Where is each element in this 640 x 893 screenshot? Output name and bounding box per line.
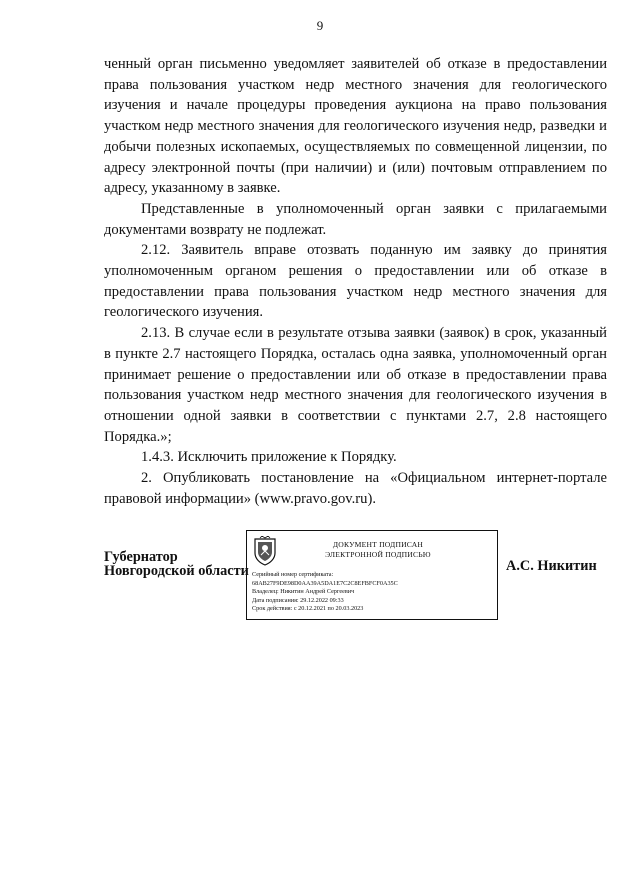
paragraph-applications-not-returned: Представленные в уполномоченный орган заявки с прилагаемыми документами возврату не подлежат. [104, 200, 607, 238]
signature-block [104, 530, 624, 630]
signer-title-line1: Губернатор [104, 549, 178, 565]
paragraph-1-4-3: 1.4.3. Исключить приложение к Порядку. [141, 449, 397, 466]
paragraph-continuation: ченный орган письменно уведомляет заявителей об отказе в предоставлении права пользования участком недр местного значения для геологического изучения и начале процедуры проведения аукциона на право пользования участком недр местного значения для геологического изучения недр, разведки и добычи полезных ископаемых, осуществляемых по совмещенной лицензии, по адресу электронной почты (при наличии) и (или) почтовым отправлением по адресу, указанному в заявке. [104, 56, 607, 197]
paragraph-2-13: 2.13. В случае если в результате отзыва заявки (заявок) в срок, указанный в пункте 2.7 настоящего Порядка, осталась одна заявка, уполномоченный орган принимает решение о предоставлении или об отказе в предоставлении права пользования участком недр местного значения для геологического изучения в отношении одной заявки в соответствии с пунктами 2.7, 2.8 настоящего Порядка.»; [104, 325, 607, 445]
stamp-details [252, 571, 398, 614]
stamp-validity: Срок действия: с 20.12.2021 по 20.03.2023 [252, 605, 364, 613]
paragraph-publish: 2. Опубликовать постановление на «Официальном интернет-портале правовой информации» (www.pravo.gov.ru). [104, 470, 607, 507]
stamp-heading-line1: ДОКУМЕНТ ПОДПИСАН [332, 540, 424, 549]
signer-name: А.С. Никитин [506, 558, 597, 574]
signer-title [104, 550, 249, 578]
signer-title-line2: Новгородской области [104, 563, 249, 579]
stamp-cert-label: Серийный номер сертификата: [252, 571, 334, 578]
stamp-owner: Владелец: Никитин Андрей Сергеевич [252, 588, 355, 596]
document-body [104, 54, 607, 509]
electronic-signature-stamp [246, 530, 498, 620]
page-number: 9 [316, 18, 324, 33]
coat-of-arms-icon [252, 536, 278, 566]
stamp-heading [283, 540, 473, 560]
stamp-cert-number: 68AB27F9DE98D0AA39A5DA1E7C2C8EFBFCF0A35C [252, 579, 398, 587]
stamp-signed-date: Дата подписания: 29.12.2022 09:33 [252, 596, 344, 604]
paragraph-2-12: 2.12. Заявитель вправе отозвать поданную им заявку до принятия уполномоченным органом решения о предоставлении или об отказе в предоставлении права пользования участком недр местного значения для геологического изучения. [104, 242, 607, 321]
stamp-heading-line2: ЭЛЕКТРОННОЙ ПОДПИСЬЮ [325, 550, 431, 559]
